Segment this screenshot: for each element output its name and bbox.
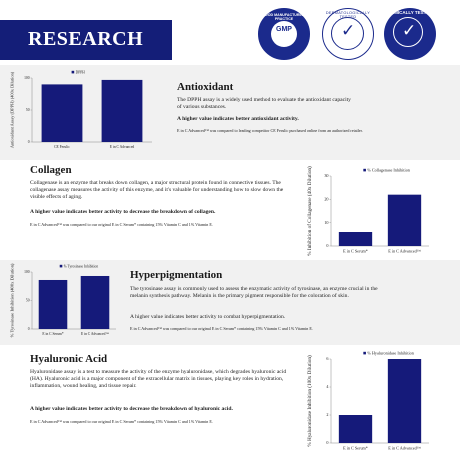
collagenase-chart-svg [305,160,435,260]
tyrosinase-chart [8,262,120,344]
y-tick-label: 50 [25,108,30,113]
x-tick-label: E in C Advanced™ [388,248,421,254]
antioxidant-body: The DPPH assay is a widely used method to evaluate the antioxidant capacity of various substances. [177,97,351,111]
clinically-tested-badge-icon [384,8,436,60]
legend [363,167,410,172]
collagen-body: Collagenase is an enzyme that breaks down collagen, a major structural protein found in connective tissues. The collagenase assay measures the activity of this enzyme, and it's valuable for understanding how to slow down the visible effects of aging. [30,180,284,201]
y-tick-label: 6 [326,356,329,362]
x-tick-label: CE Ferulic [54,145,70,150]
antioxidant-title: Antioxidant [177,81,234,93]
hyaluronidase-chart-svg [305,345,435,457]
bar-2 [102,80,143,142]
x-tick-label: E in C Advanced™ [388,445,421,451]
bar-1 [339,415,372,443]
clin-ring-text: CLINICALLY TESTED [387,10,433,15]
antioxidant-emphasis: A higher value indicates better antioxidant activity. [177,116,299,122]
legend-label: % Collagenase Inhibition [367,167,410,173]
header [0,0,460,65]
y-tick-label: 30 [324,173,329,179]
x-tick-label: E in C Serum* [343,248,368,254]
collagenase-chart [305,160,435,260]
legend [363,350,414,355]
hyaluronic-section [0,345,460,460]
hyaluronic-body: Hyaluronidase assay is a test to measure the activity of the enzyme hyaluronidase, which degrades hyaluronic acid (HA). Hyaluronic acid is a major component of the extracellular matrix in tissues, playing key roles in hydration, inflammation, wound healing, and tissue repair. [30,369,287,390]
y-tick-label: 0 [27,140,30,145]
dpph-chart-svg [8,68,158,158]
page-title: RESEARCH [28,28,144,50]
derm-ring-text: DERMATOLOGICALLY TESTED [325,11,371,19]
bar-1 [339,232,372,246]
y-tick-label: 0 [326,243,329,249]
bar-2 [81,276,110,329]
legend-swatch [363,352,366,355]
gmp-center-text: GMP [276,26,292,33]
legend-swatch [363,169,366,172]
y-tick-label: 0 [326,440,329,446]
hyperpigmentation-emphasis: A higher value indicates better activity to combat hyperpigmentation. [130,314,286,320]
hyaluronidase-chart [305,345,435,457]
bar-1 [39,280,68,329]
legend-swatch [72,71,75,74]
legend-label: DPPH [75,70,85,75]
checkmark-icon: ✓ [402,21,417,41]
x-tick-label: E in C Advanced™ [81,332,109,337]
x-tick-label: E in C Serum* [42,332,64,337]
y-tick-label: 100 [24,76,30,81]
collagen-section [0,160,460,260]
x-tick-label: E in C Advanced [109,145,135,150]
antioxidant-note: E in C Advanced™ was compared to leading competitor CE Ferulic purchased online from an authorized retailer. [177,128,363,133]
hyaluronic-note: E in C Advanced™ was compared to our original E in C Serum* containing 15% Vitamin C and 1% Vitamin E. [30,419,213,424]
legend [60,264,99,268]
tyrosinase-chart-svg [8,262,120,344]
hyperpigmentation-body: The tyrosinase assay is commonly used to assess the enzymatic activity of tyrosinase, an enzyme crucial in the melanin synthesis pathway. Melanin is the primary pigment responsible for the coloration of skin. [130,286,378,300]
collagen-emphasis: A higher value indicates better activity to decrease the breakdown of collagen. [30,209,216,215]
collagen-title: Collagen [30,164,72,176]
hyperpigmentation-title: Hyperpigmentation [130,269,223,281]
research-banner [0,20,172,60]
collagen-note: E in C Advanced™ was compared to our original E in C Serum* containing 15% Vitamin C and 1% Vitamin E. [30,222,213,227]
dermatologically-tested-badge-icon [322,8,374,60]
y-tick-label: 2 [326,412,329,418]
legend-swatch [60,265,63,268]
hyperpigmentation-section [0,260,460,345]
legend-label: % Hyaluronidase Inhibition [367,350,414,356]
y-axis-label: % Hyaluronidase Inhibition (100x Dilution) [307,355,314,447]
hyaluronic-emphasis: A higher value indicates better activity to decrease the breakdown of hyaluronic acid. [30,406,233,412]
y-tick-label: 10 [324,219,329,225]
hyperpigmentation-note: E in C Advanced™ was compared to our original E in C Serum* containing 15% Vitamin C and 1% Vitamin E. [130,326,313,331]
gmp-ring-text: GOOD MANUFACTURING PRACTICE [262,13,306,21]
legend-label: % Tyrosinase Inhibition [63,264,99,269]
y-axis-label: % Tyrosinase Inhibition (400x Dilution) [9,263,15,338]
gmp-badge-icon [258,8,310,60]
hyaluronic-title: Hyaluronic Acid [30,353,108,365]
bar-2 [388,359,421,443]
y-axis-label: % Inhibition of Collagenase (40x Dilution) [307,166,314,256]
bar-2 [388,195,421,246]
y-tick-label: 50 [25,298,30,303]
y-tick-label: 4 [326,384,329,390]
y-tick-label: 20 [324,196,329,202]
x-tick-label: E in C Serum* [343,445,368,451]
checkmark-icon: ✓ [341,21,356,41]
y-tick-label: 100 [24,270,30,275]
dpph-chart [8,68,158,158]
bar-1 [42,84,83,142]
legend [72,70,86,74]
y-axis-label: Antioxidant Assay (DPPH) (400x Dilution) [9,71,15,149]
antioxidant-section [0,65,460,160]
y-tick-label: 0 [27,327,30,332]
